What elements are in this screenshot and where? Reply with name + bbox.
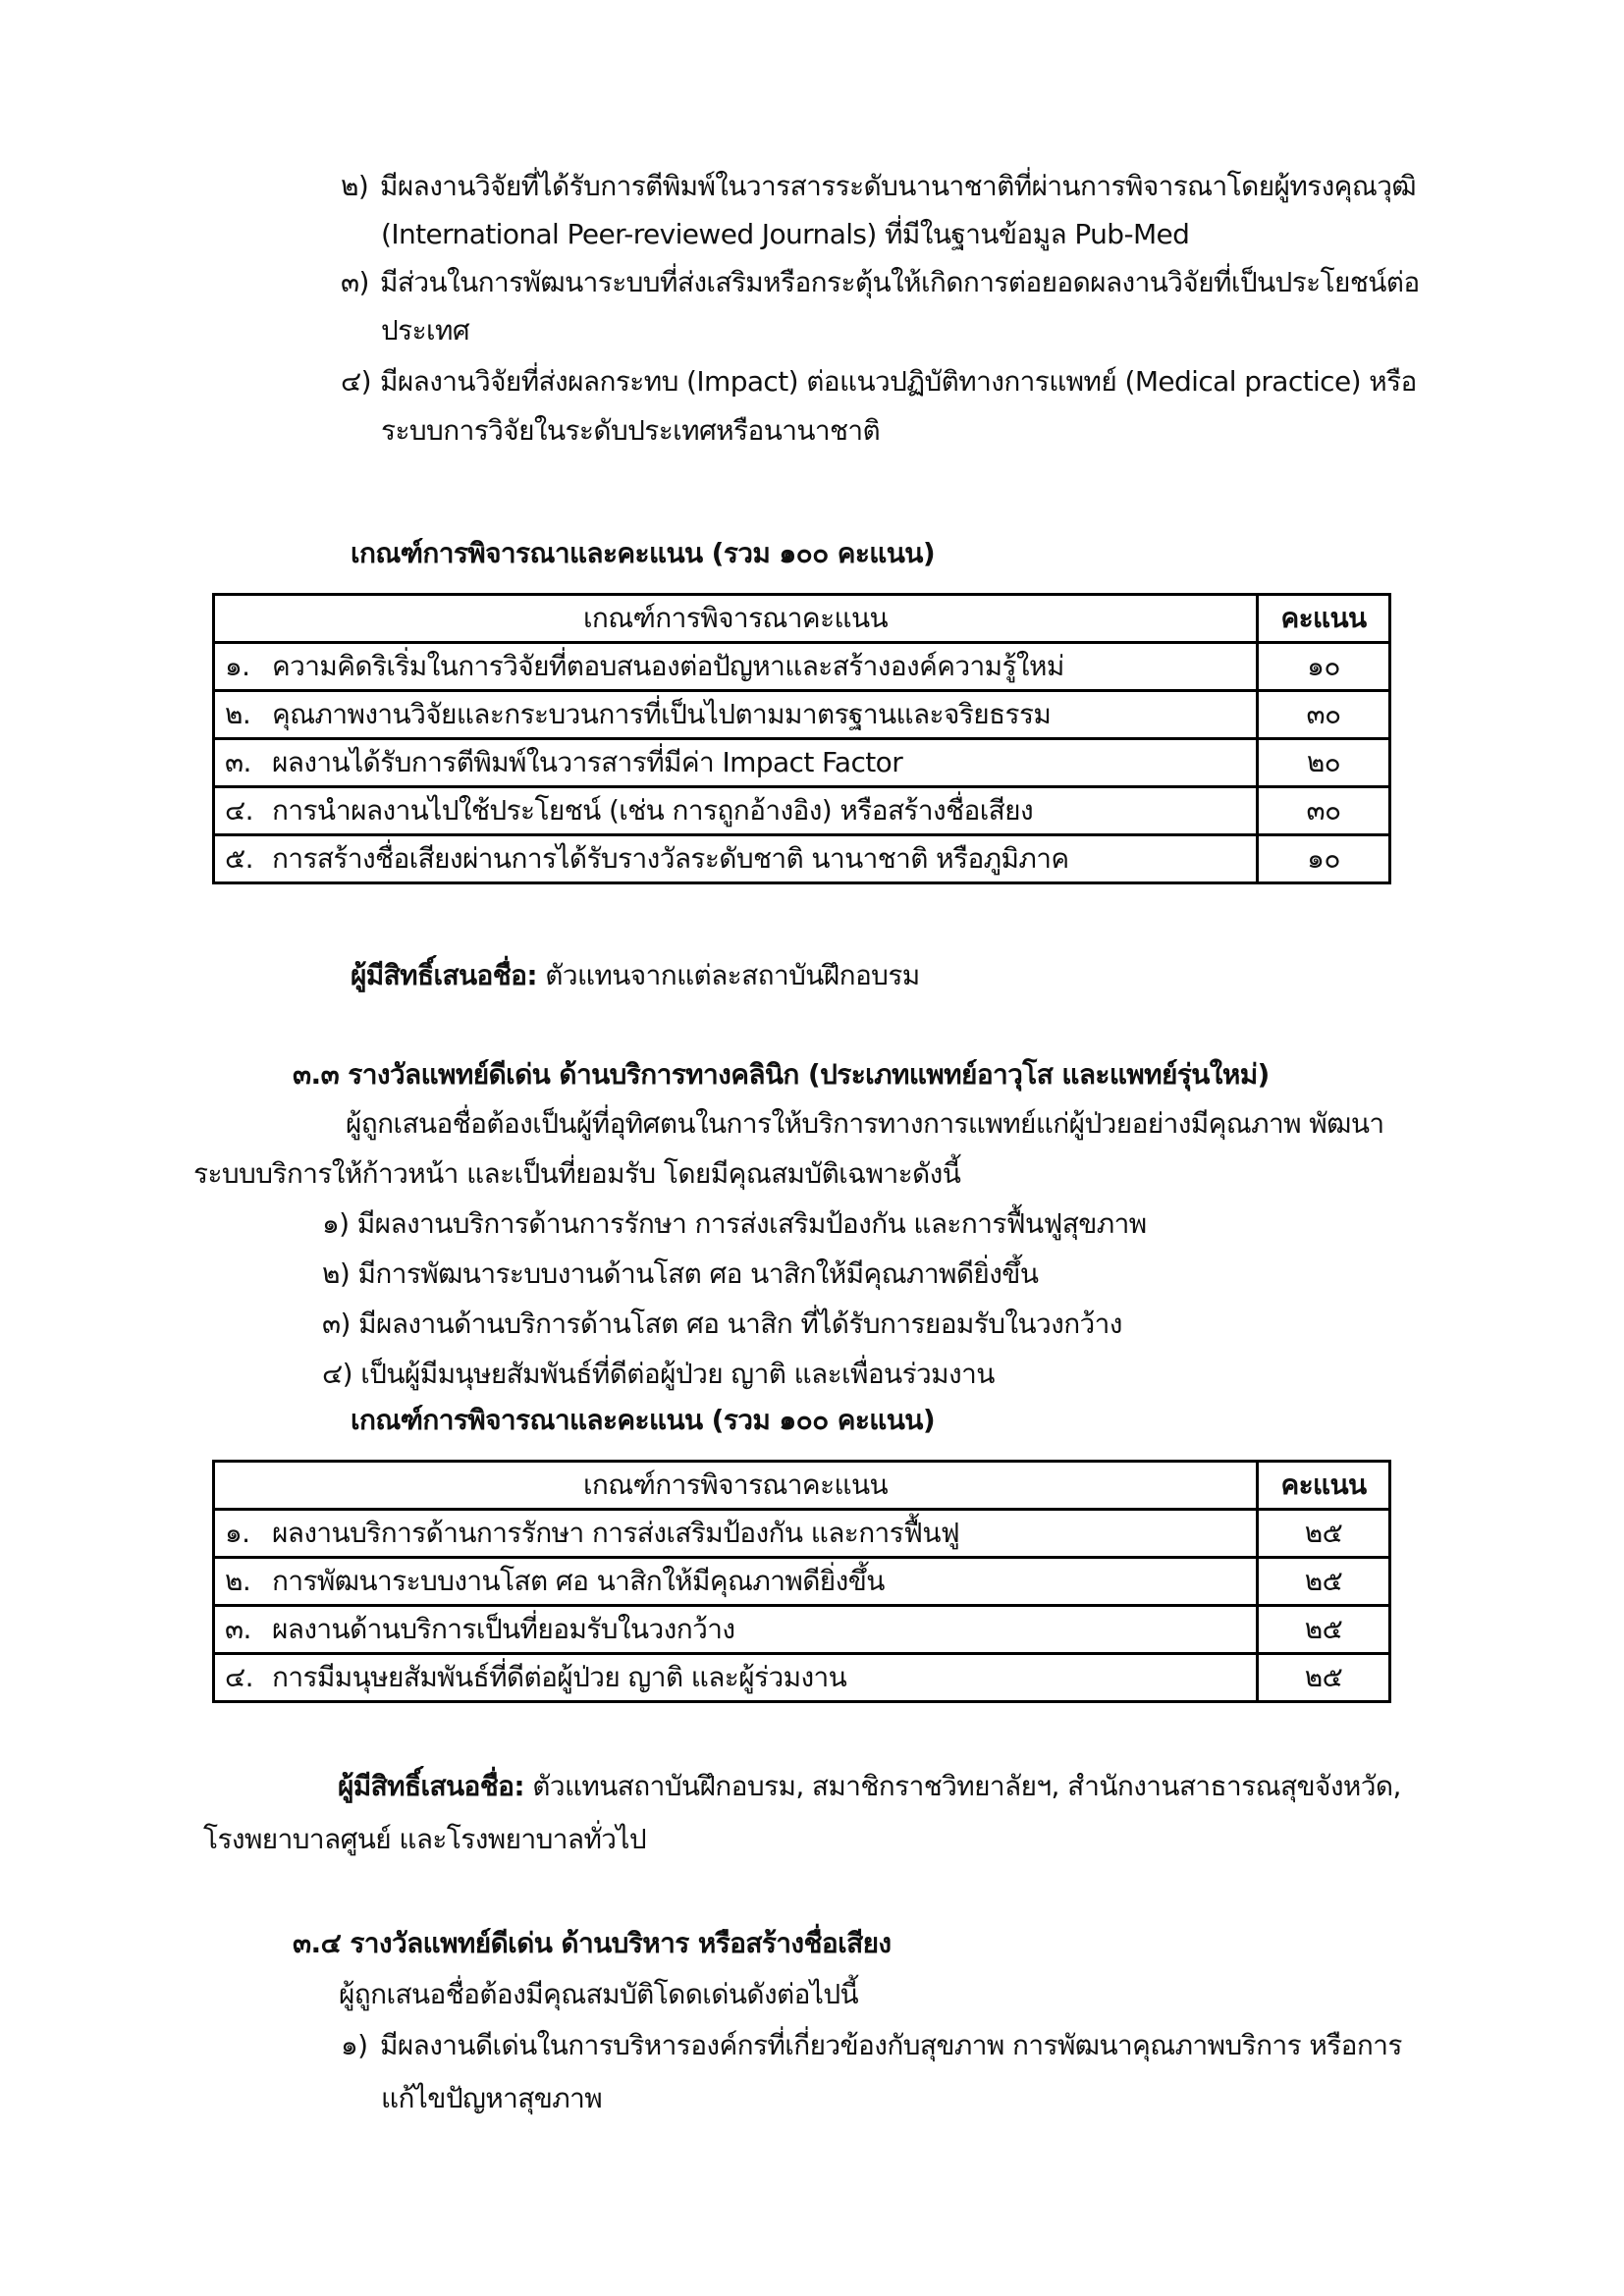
section-heading: ๓.๓ รางวัลแพทย์ดีเด่น ด้านบริการทางคลินิก (ประเภทแพทย์อาวุโส และแพทย์รุ่นใหม่)	[293, 1058, 1270, 1091]
list-item: ๑) มีผลงานบริการด้านการรักษา การส่งเสริมป้องกัน และการฟื้นฟูสุขภาพ	[322, 1207, 1147, 1240]
row-text: การมีมนุษยสัมพันธ์ที่ดีต่อผู้ป่วย ญาติ และผู้ร่วมงาน	[272, 1661, 847, 1693]
table-row	[214, 643, 1390, 691]
list-item-text: มีผลงานวิจัยที่ส่งผลกระทบ (Impact) ต่อแนวปฏิบัติทางการแพทย์ (Medical practice) หรือ	[380, 365, 1417, 398]
row-text: การนำผลงานไปใช้ประโยชน์ (เช่น การถูกอ้างอิง) หรือสร้างชื่อเสียง	[272, 794, 1034, 827]
list-item	[341, 265, 1420, 300]
table-row	[214, 1654, 1390, 1702]
list-item-text: มีผลงานดีเด่นในการบริหารองค์กรที่เกี่ยวข้องกับสุขภาพ การพัฒนาคุณภาพบริการ หรือการ	[380, 2029, 1402, 2061]
column-header-score: คะแนน	[1258, 595, 1390, 643]
list-item	[341, 364, 1417, 400]
list-item-continuation: ระบบการวิจัยในระดับประเทศหรือนานาชาติ	[381, 414, 881, 447]
column-header-criteria: เกณฑ์การพิจารณาคะแนน	[214, 595, 1258, 643]
row-text: การสร้างชื่อเสียงผ่านการได้รับรางวัลระดับชาติ นานาชาติ หรือภูมิภาค	[272, 842, 1069, 875]
list-item: ๒) มีการพัฒนาระบบงานด้านโสต ศอ นาสิกให้มีคุณภาพดียิ่งขึ้น	[322, 1257, 1039, 1290]
table-row	[214, 739, 1390, 787]
table-header-row	[214, 595, 1390, 643]
nominator-line	[338, 1769, 1401, 1804]
nominator-text-continuation: โรงพยาบาลศูนย์ และโรงพยาบาลทั่วไป	[203, 1823, 647, 1855]
criteria-title: เกณฑ์การพิจารณาและคะแนน (รวม ๑๐๐ คะแนน)	[351, 537, 936, 569]
list-marker: ๓)	[341, 266, 369, 298]
table-row	[214, 1510, 1390, 1558]
table-row	[214, 1558, 1390, 1606]
list-marker: ๑)	[341, 2029, 368, 2061]
row-number: ๑.	[225, 650, 250, 682]
row-score: ๑๐	[1258, 643, 1390, 691]
table-header-row	[214, 1462, 1390, 1510]
row-number: ๒.	[225, 1565, 251, 1597]
row-text: ผลงานบริการด้านการรักษา การส่งเสริมป้องกัน และการฟื้นฟู	[272, 1517, 960, 1549]
row-score: ๑๐	[1258, 835, 1390, 883]
nominator-text: ตัวแทนสถาบันฝึกอบรม, สมาชิกราชวิทยาลัยฯ, สำนักงานสาธารณสุขจังหวัด,	[523, 1770, 1401, 1802]
list-item: ๓) มีผลงานด้านบริการด้านโสต ศอ นาสิก ที่ได้รับการยอมรับในวงกว้าง	[322, 1308, 1122, 1340]
row-text: คุณภาพงานวิจัยและกระบวนการที่เป็นไปตามมาตรฐานและจริยธรรม	[272, 698, 1052, 730]
row-text: ผลงานได้รับการตีพิมพ์ในวารสารที่มีค่า Impact Factor	[272, 746, 903, 778]
list-item-continuation: (International Peer-reviewed Journals) ที่มีในฐานข้อมูล Pub-Med	[381, 218, 1190, 250]
criteria-title: เกณฑ์การพิจารณาและคะแนน (รวม ๑๐๐ คะแนน)	[351, 1404, 936, 1436]
row-score: ๒๕	[1258, 1606, 1390, 1654]
row-number: ๑.	[225, 1517, 250, 1549]
row-number: ๔.	[225, 1661, 253, 1693]
nominator-text: ตัวแทนจากแต่ละสถาบันฝึกอบรม	[536, 959, 920, 991]
nominator-line	[351, 958, 920, 993]
row-score: ๒๐	[1258, 739, 1390, 787]
row-number: ๓.	[225, 1613, 251, 1645]
list-item-text: มีผลงานวิจัยที่ได้รับการตีพิมพ์ในวารสารระดับนานาชาติที่ผ่านการพิจารณาโดยผู้ทรงคุณวุฒิ	[380, 170, 1417, 202]
row-score: ๒๕	[1258, 1654, 1390, 1702]
intro-paragraph-line: ระบบบริการให้ก้าวหน้า และเป็นที่ยอมรับ โดยมีคุณสมบัติเฉพาะดังนี้	[193, 1157, 961, 1190]
row-number: ๓.	[225, 746, 251, 778]
list-item-text: มีส่วนในการพัฒนาระบบที่ส่งเสริมหรือกระตุ้นให้เกิดการต่อยอดผลงานวิจัยที่เป็นประโยชน์ต่อ	[380, 266, 1420, 298]
table-row	[214, 787, 1390, 835]
row-score: ๓๐	[1258, 787, 1390, 835]
table-row	[214, 835, 1390, 883]
row-score: ๒๕	[1258, 1558, 1390, 1606]
list-marker: ๔)	[341, 365, 371, 398]
list-item: ๔) เป็นผู้มีมนุษยสัมพันธ์ที่ดีต่อผู้ป่วย ญาติ และเพื่อนร่วมงาน	[322, 1358, 995, 1390]
criteria-table	[212, 1460, 1391, 1703]
row-text: ความคิดริเริ่มในการวิจัยที่ตอบสนองต่อปัญหาและสร้างองค์ความรู้ใหม่	[272, 650, 1064, 682]
row-text: การพัฒนาระบบงานโสต ศอ นาสิกให้มีคุณภาพดียิ่งขึ้น	[272, 1565, 885, 1597]
row-score: ๓๐	[1258, 691, 1390, 739]
column-header-score: คะแนน	[1258, 1462, 1390, 1510]
list-item	[341, 2028, 1402, 2063]
nominator-label: ผู้มีสิทธิ์เสนอชื่อ:	[351, 959, 537, 991]
column-header-criteria: เกณฑ์การพิจารณาคะแนน	[214, 1462, 1258, 1510]
nominator-label: ผู้มีสิทธิ์เสนอชื่อ:	[338, 1770, 524, 1802]
table-row	[214, 1606, 1390, 1654]
list-marker: ๒)	[341, 170, 369, 202]
intro-paragraph-line: ผู้ถูกเสนอชื่อต้องมีคุณสมบัติโดดเด่นดังต่อไปนี้	[339, 1978, 859, 2010]
row-number: ๕.	[225, 842, 253, 875]
list-item	[341, 169, 1416, 204]
row-text: ผลงานด้านบริการเป็นที่ยอมรับในวงกว้าง	[272, 1613, 735, 1645]
list-item-continuation: ประเทศ	[381, 314, 470, 347]
row-number: ๔.	[225, 794, 253, 827]
intro-paragraph-line: ผู้ถูกเสนอชื่อต้องเป็นผู้ที่อุทิศตนในการให้บริการทางการแพทย์แก่ผู้ป่วยอย่างมีคุณภาพ พัฒนา	[346, 1107, 1384, 1140]
list-item-continuation: แก้ไขปัญหาสุขภาพ	[381, 2082, 603, 2114]
section-heading: ๓.๔ รางวัลแพทย์ดีเด่น ด้านบริหาร หรือสร้างชื่อเสียง	[293, 1927, 892, 1959]
row-score: ๒๕	[1258, 1510, 1390, 1558]
criteria-table	[212, 593, 1391, 884]
row-number: ๒.	[225, 698, 251, 730]
table-row	[214, 691, 1390, 739]
